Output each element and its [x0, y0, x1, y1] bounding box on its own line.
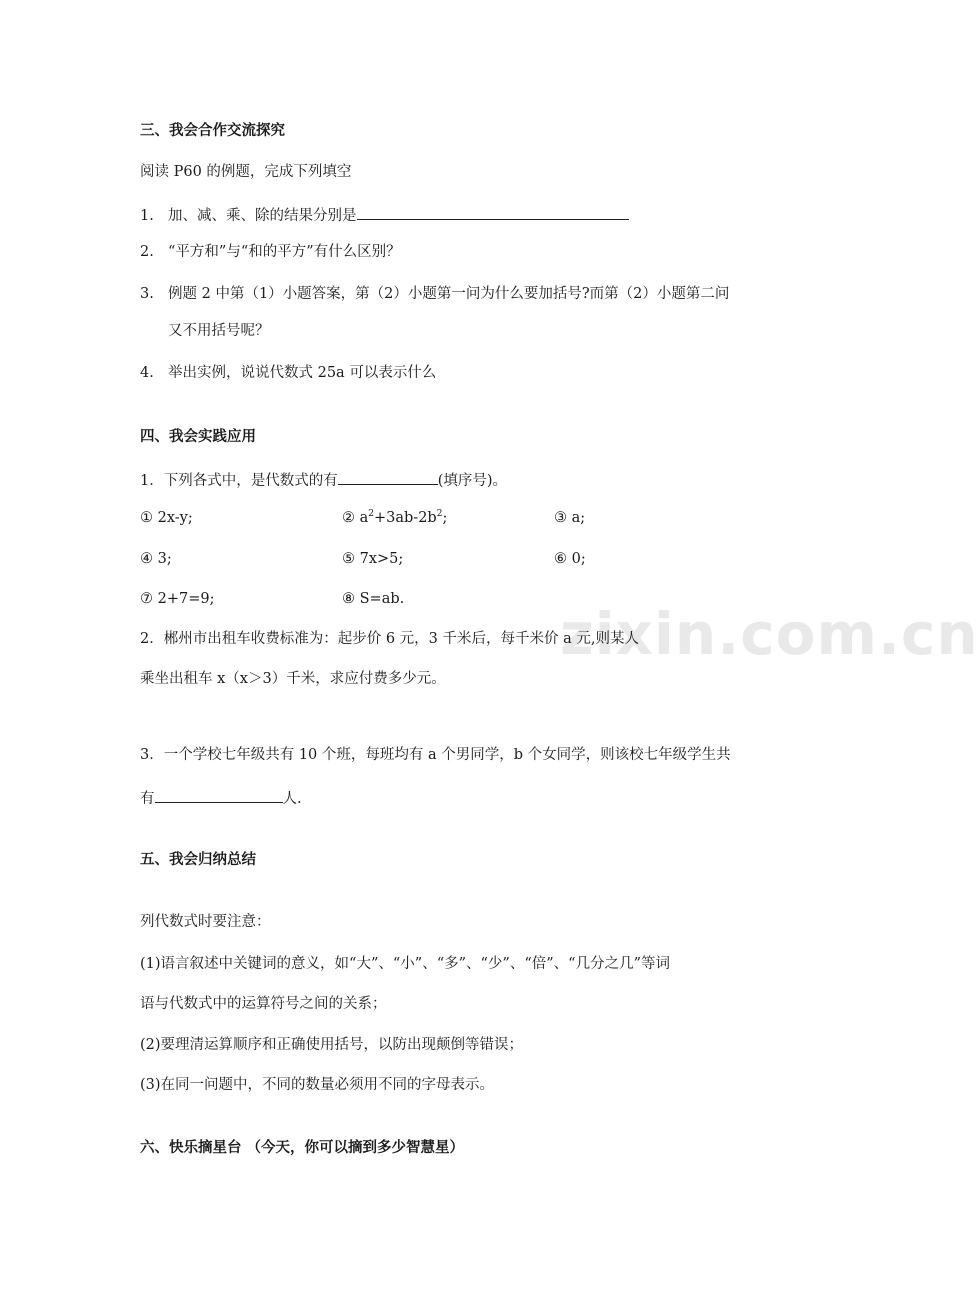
- option-7: [140, 589, 214, 609]
- section4-title: 四、我会实践应用: [140, 428, 256, 445]
- section3-item-3: [140, 284, 729, 304]
- item-text: “平方和”与“和的平方”有什么区别？: [168, 244, 401, 260]
- option-mark: ④: [140, 551, 153, 567]
- option-text: a;: [571, 510, 586, 526]
- option-text: 3;: [157, 551, 172, 567]
- option-2: [342, 508, 447, 528]
- option-text: 7x>5;: [359, 551, 404, 567]
- answer-blank[interactable]: [155, 786, 283, 803]
- answer-blank[interactable]: [357, 203, 629, 220]
- option-text: 0;: [571, 551, 586, 567]
- section5-intro: 列代数式时要注意：: [140, 914, 271, 930]
- answer-blank[interactable]: [338, 468, 438, 485]
- option-8: [342, 589, 404, 609]
- option-5: [342, 549, 403, 569]
- section3-intro: 阅读 P60 的例题，完成下列填空: [140, 164, 352, 180]
- section5-p1-line2: 语与代数式中的运算符号之间的关系；: [140, 996, 387, 1012]
- section4-q2-line2: 乘坐出租车 x（x＞3）千米，求应付费多少元。: [140, 671, 446, 687]
- option-1: [140, 508, 193, 528]
- section4-q3-line2: [140, 786, 302, 809]
- section5-p2: (2)要理清运算顺序和正确使用括号，以防出现颠倒等错误；: [140, 1037, 524, 1053]
- item-number: 4.: [140, 365, 154, 381]
- option-mark: ⑦: [140, 591, 153, 607]
- option-text: S=ab.: [359, 591, 405, 607]
- item-number: 1.: [140, 208, 154, 224]
- option-6: [554, 549, 586, 569]
- option-mark: ⑧: [342, 591, 355, 607]
- option-3: [554, 508, 585, 528]
- section3-item-4: [140, 363, 436, 383]
- q3-prefix: 有: [140, 791, 155, 807]
- section5-p1-line1: (1)语言叙述中关键词的意义，如“大”、“小”、“多”、“少”、“倍”、“几分之几”等词: [140, 956, 670, 972]
- item-text: 例题 2 中第（1）小题答案，第（2）小题第一问为什么要加括号?而第（2）小题第二问: [168, 286, 730, 302]
- option-text: $a^2+3ab-2b^2$;: [359, 509, 448, 526]
- section5-p3: (3)在同一问题中，不同的数量必须用不同的字母表示。: [140, 1077, 495, 1093]
- section6-title: 六、快乐摘星台 （今天，你可以摘到多少智慧星）: [140, 1139, 465, 1156]
- q3-suffix: 人.: [282, 791, 302, 807]
- section4-q1: [140, 468, 507, 491]
- item-text: 举出实例，说说代数式 25a 可以表示什么: [168, 365, 437, 381]
- option-mark: ①: [140, 510, 153, 526]
- option-mark: ③: [554, 510, 567, 526]
- item-number: 2.: [140, 244, 154, 260]
- option-text: 2x-y;: [157, 510, 193, 526]
- option-text: 2+7=9;: [157, 591, 215, 607]
- section3-item-1: [140, 203, 629, 226]
- section3-item-3-cont: 又不用括号呢？: [168, 323, 270, 339]
- q1-suffix: (填序号)。: [437, 473, 508, 489]
- section3-item-2: [140, 242, 401, 262]
- q1-text: 1．下列各式中，是代数式的有: [140, 473, 338, 489]
- option-mark: ②: [342, 510, 355, 526]
- section4-q3-line1: 3．一个学校七年级共有 10 个班，每班均有 a 个男同学，b 个女同学，则该校七年级学生共: [140, 747, 731, 763]
- option-mark: ⑥: [554, 551, 567, 567]
- option-mark: ⑤: [342, 551, 355, 567]
- item-text: 加、减、乘、除的结果分别是: [168, 208, 357, 224]
- item-number: 3.: [140, 286, 154, 302]
- watermark: zixin.com.cn: [560, 600, 979, 668]
- section3-title: 三、我会合作交流探究: [140, 122, 285, 139]
- section5-title: 五、我会归纳总结: [140, 851, 256, 868]
- option-4: [140, 549, 172, 569]
- section4-q2-line1: 2．郴州市出租车收费标准为：起步价 6 元，3 千米后，每千米价 a 元,则某人: [140, 631, 639, 647]
